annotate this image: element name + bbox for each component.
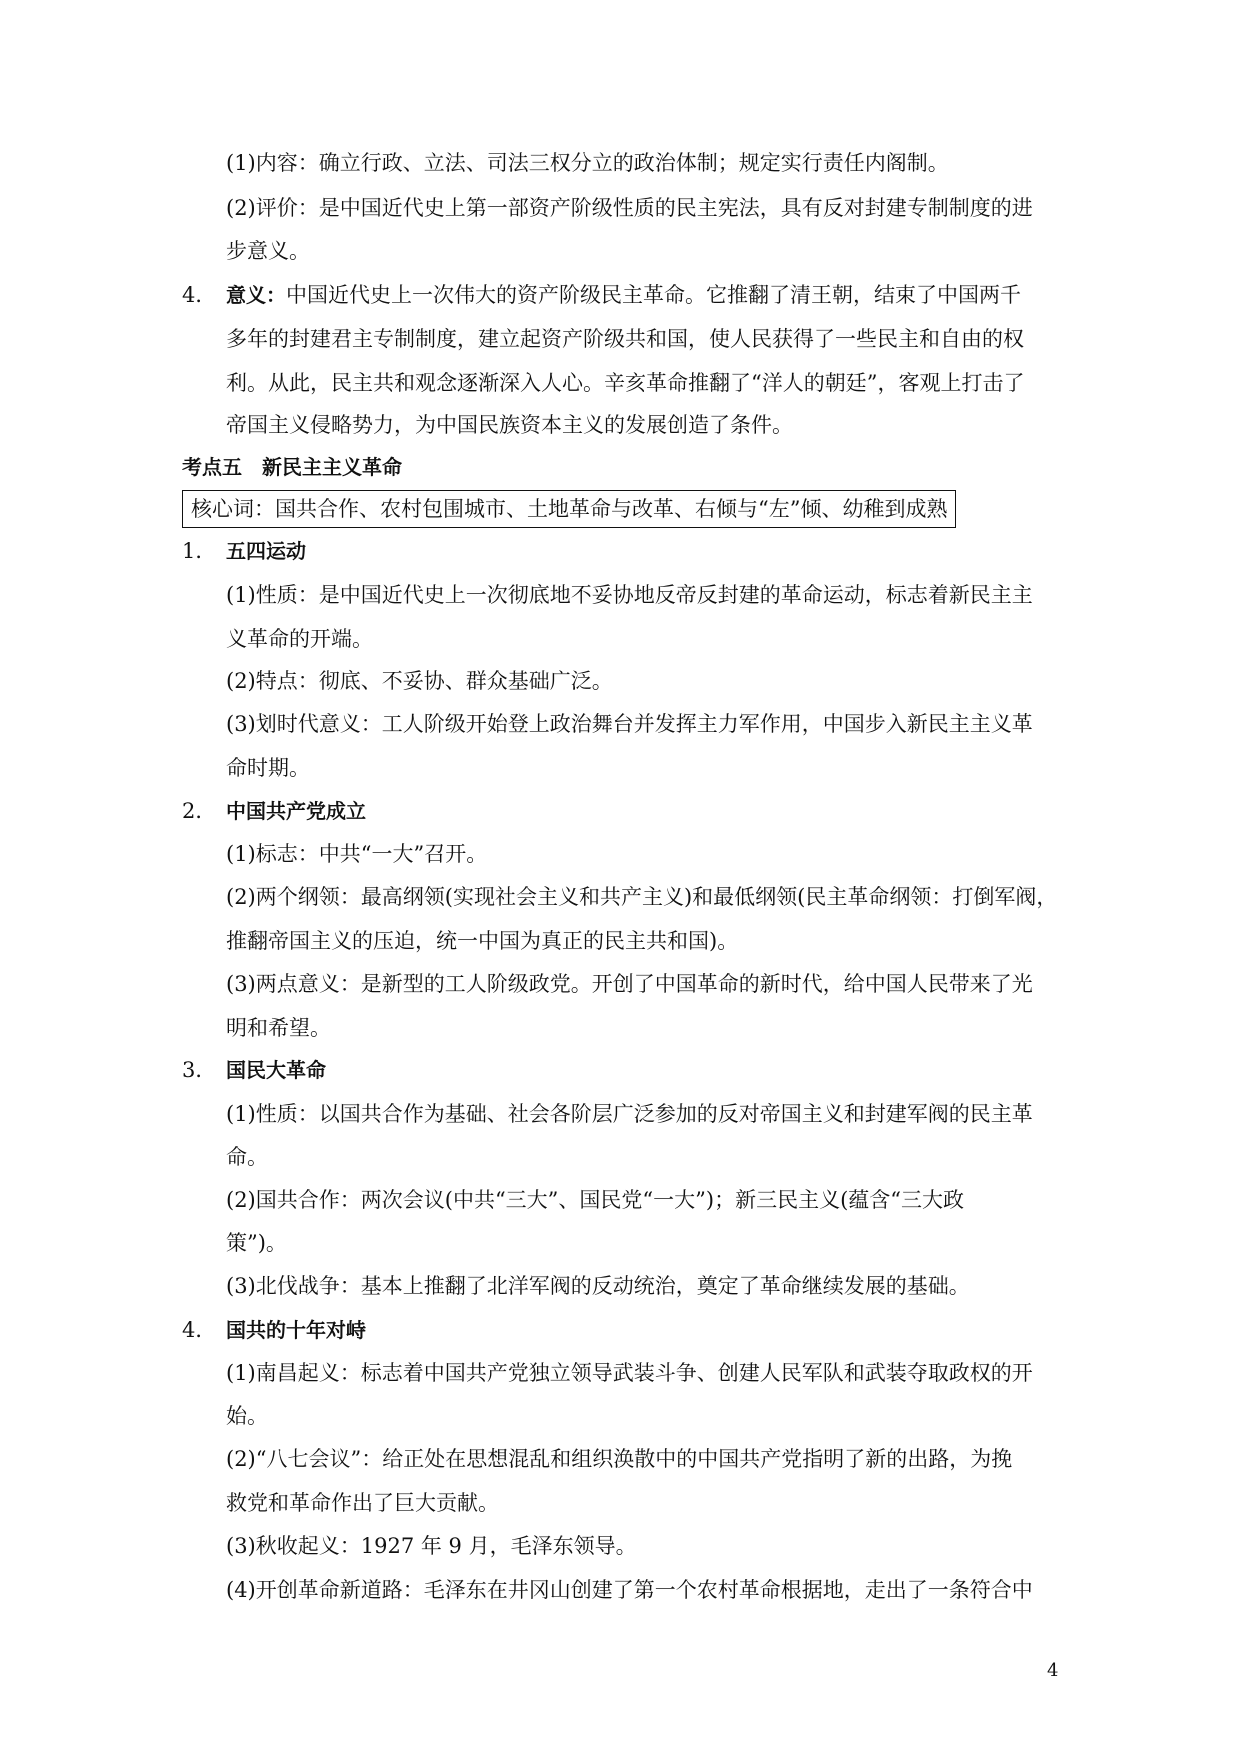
text-line: 始。 [226,1404,268,1428]
item-heading: 国民大革命 [226,1058,326,1082]
text-line: (1)性质：是中国近代史上一次彻底地不妥协地反帝反封建的革命运动，标志着新民主主 [226,583,1033,607]
text-line: (3)划时代意义：工人阶级开始登上政治舞台并发挥主力军作用，中国步入新民主主义革 [226,712,1033,736]
core-words-box: 核心词：国共合作、农村包围城市、土地革命与改革、右倾与“左”倾、幼稚到成熟 [182,490,956,528]
list-number: 2． [182,799,217,823]
text-line: 多年的封建君主专制制度，建立起资产阶级共和国，使人民获得了一些民主和自由的权 [226,327,1024,351]
text-line: 命。 [226,1145,268,1169]
item-heading: 五四运动 [226,539,306,563]
text-line: (1)内容：确立行政、立法、司法三权分立的政治体制；规定实行责任内阁制。 [226,151,949,175]
text-line: 推翻帝国主义的压迫，统一中国为真正的民主共和国)。 [226,929,739,953]
text-line: 步意义。 [226,239,310,263]
list-number: 3． [182,1058,217,1082]
text-line: 帝国主义侵略势力，为中国民族资本主义的发展创造了条件。 [226,413,793,437]
text-line: 明和希望。 [226,1016,331,1040]
page-number: 4 [1047,1660,1059,1681]
text-line: (2)“八七会议”：给正处在思想混乱和组织涣散中的中国共产党指明了新的出路，为挽 [226,1447,1013,1471]
list-number: 4． [182,1318,217,1342]
text-line: (2)国共合作：两次会议(中共“三大”、国民党“一大”)；新三民主义(蕴含“三大政 [226,1188,965,1212]
list-number: 1． [182,539,217,563]
item-heading: 国共的十年对峙 [226,1318,366,1342]
text-line: (1)性质：以国共合作为基础、社会各阶层广泛参加的反对帝国主义和封建军阀的民主革 [226,1102,1033,1126]
text-line: (3)北伐战争：基本上推翻了北洋军阀的反动统治，奠定了革命继续发展的基础。 [226,1274,970,1298]
text-line: (2)评价：是中国近代史上第一部资产阶级性质的民主宪法，具有反对封建专制制度的进 [226,196,1033,220]
text-line: (1)标志：中共“一大”召开。 [226,842,488,866]
text-line: (2)特点：彻底、不妥协、群众基础广泛。 [226,669,613,693]
text-line: 利。从此，民主共和观念逐渐深入人心。辛亥革命推翻了“洋人的朝廷”，客观上打击了 [226,371,1025,395]
text-line: (3)秋收起义：1927 年 9 月，毛泽东领导。 [226,1534,637,1558]
text-line: (1)南昌起义：标志着中国共产党独立领导武装斗争、创建人民军队和武装夺取政权的开 [226,1361,1033,1385]
item-text: 中国近代史上一次伟大的资产阶级民主革命。它推翻了清王朝，结束了中国两千 [286,283,1021,307]
text-line: 策”)。 [226,1231,287,1255]
text-line: (2)两个纲领：最高纲领(实现社会主义和共产主义)和最低纲领(民主革命纲领：打倒军阀， [226,885,1058,909]
item-heading: 中国共产党成立 [226,799,366,823]
section-heading: 考点五 新民主主义革命 [182,455,402,479]
text-line: 义革命的开端。 [226,627,373,651]
text-line: (4)开创革命新道路：毛泽东在井冈山创建了第一个农村革命根据地，走出了一条符合中 [226,1578,1033,1602]
item-heading: 意义： [226,283,286,307]
text-line: 救党和革命作出了巨大贡献。 [226,1491,499,1515]
text-line: 命时期。 [226,756,310,780]
text-line: (3)两点意义：是新型的工人阶级政党。开创了中国革命的新时代，给中国人民带来了光 [226,972,1033,996]
text-line [226,280,1021,310]
list-number: 4． [182,283,217,307]
